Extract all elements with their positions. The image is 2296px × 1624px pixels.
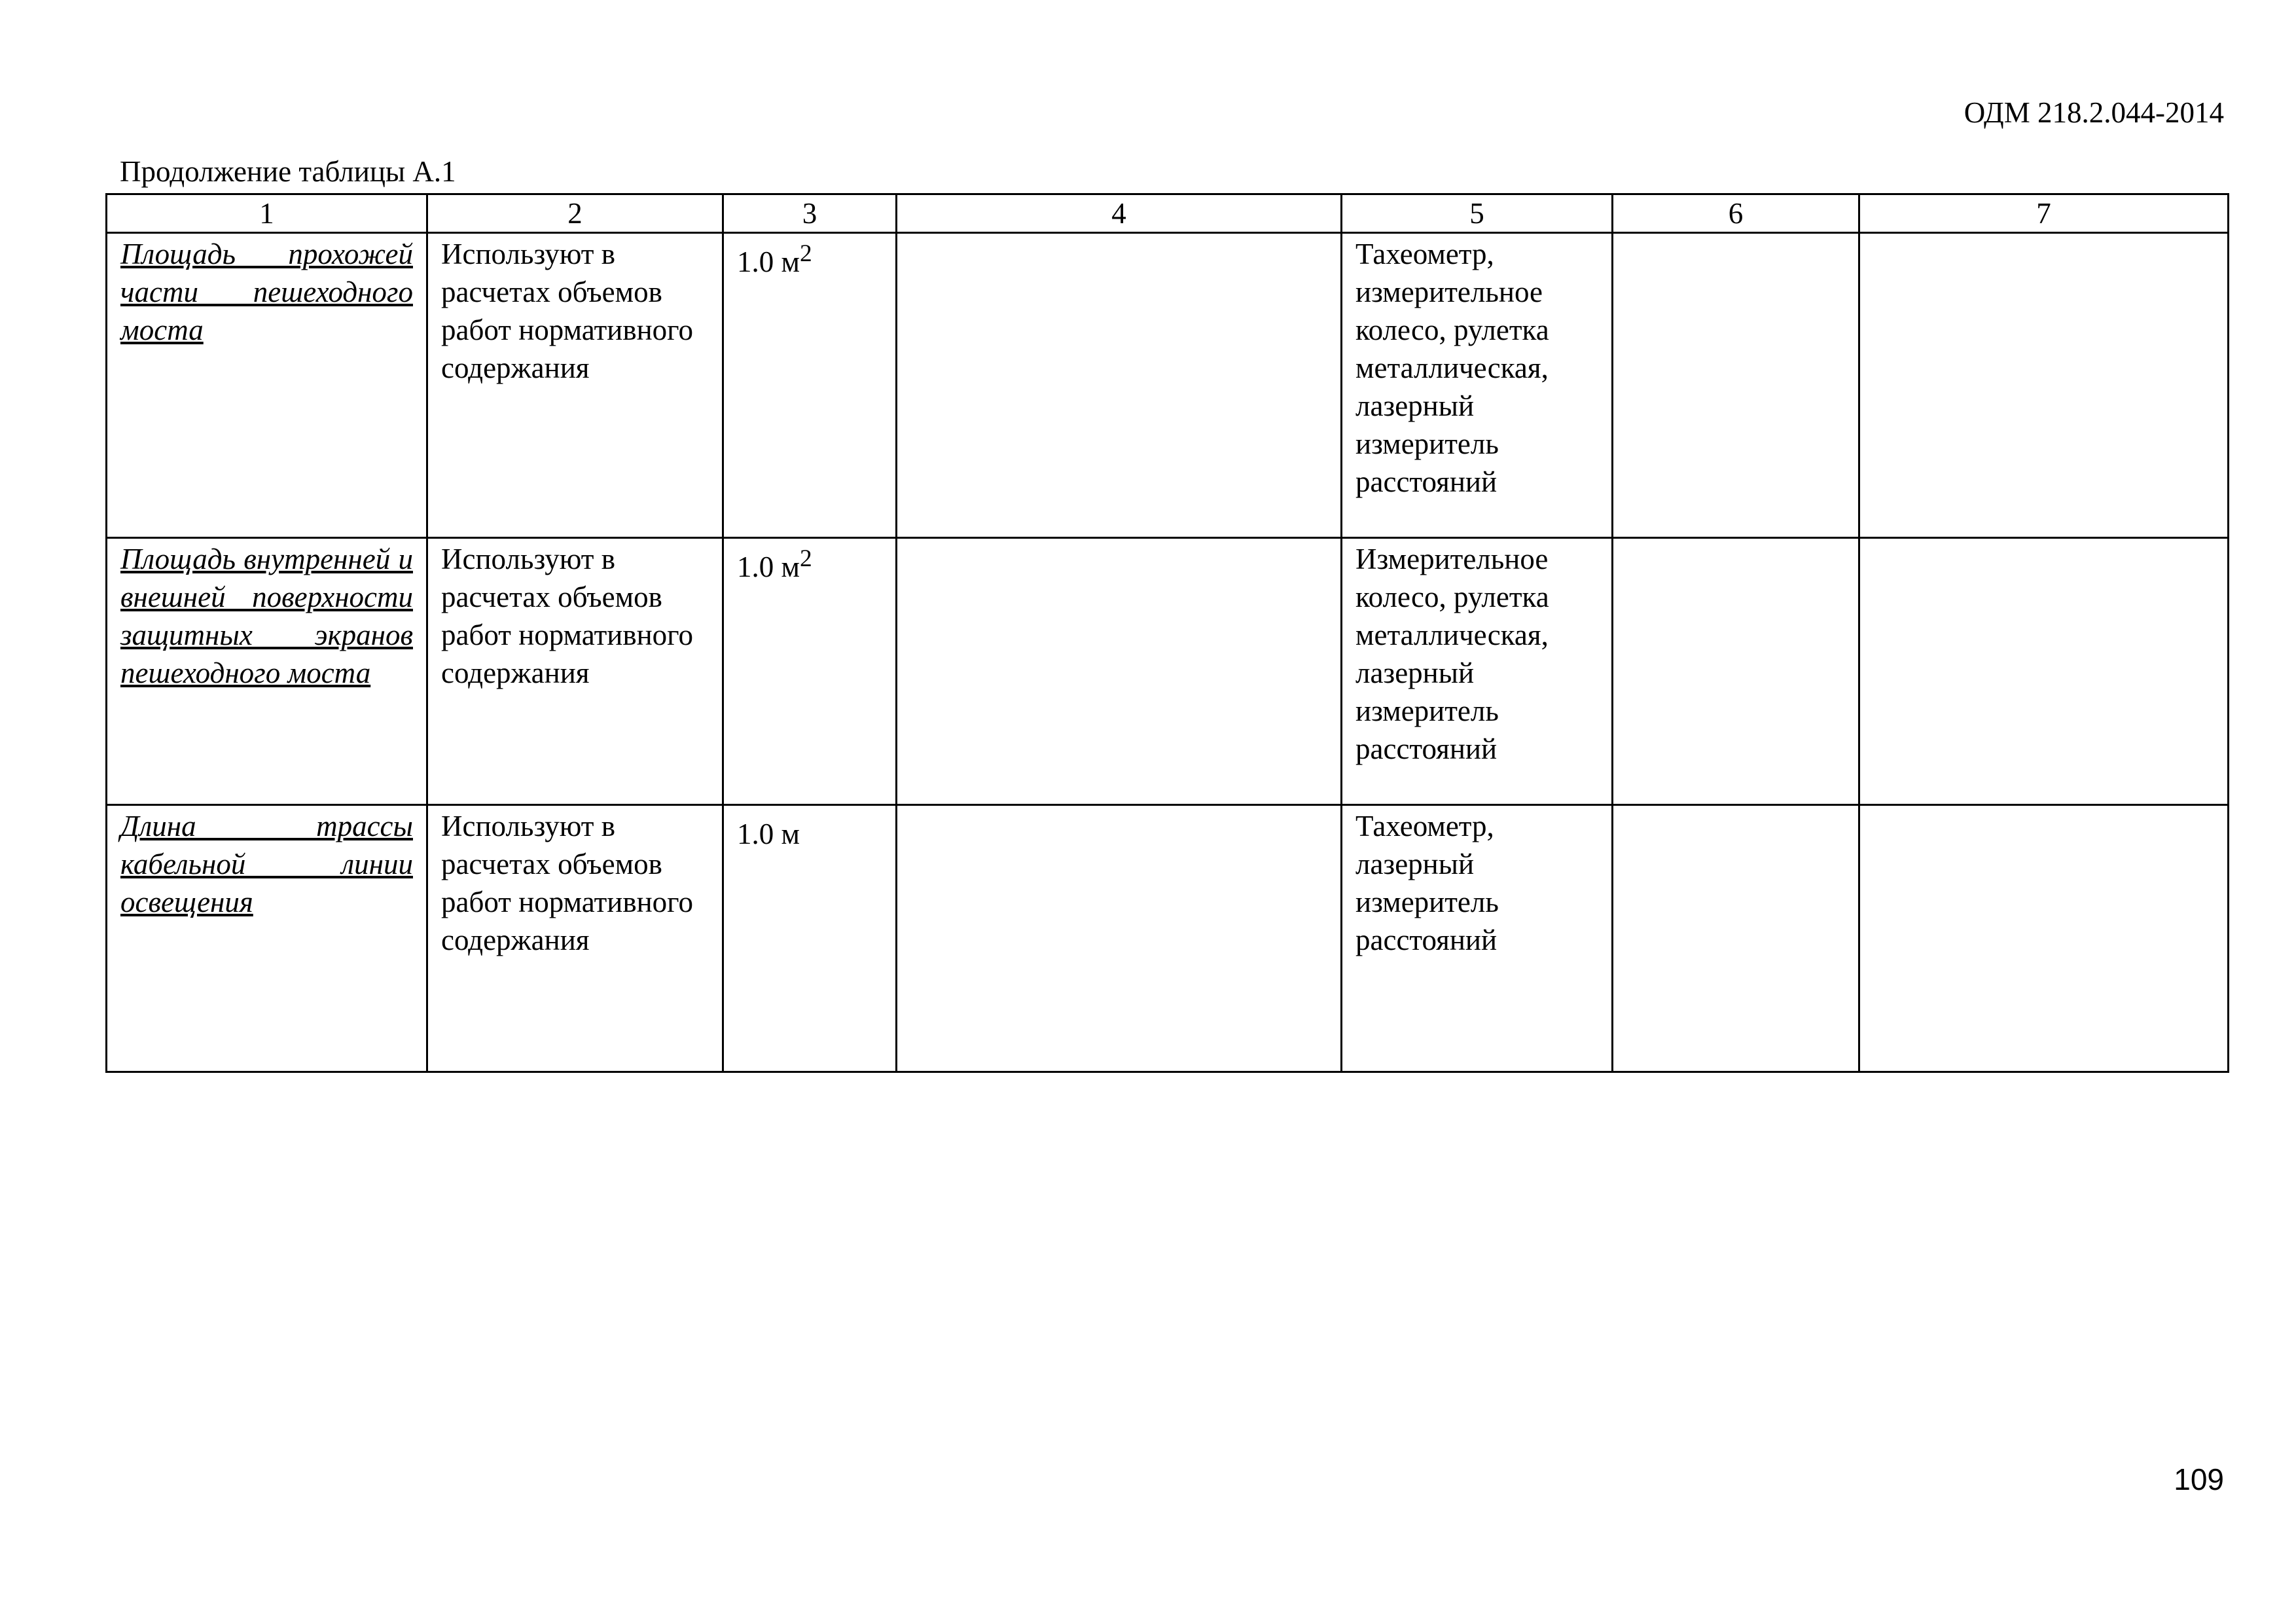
table-row xyxy=(107,538,2229,805)
unit-value: 1.0 м xyxy=(737,245,800,278)
document-code: ОДМ 218.2.044-2014 xyxy=(1964,96,2224,129)
column-header-7: 7 xyxy=(1859,194,2229,233)
table-row xyxy=(107,805,2229,1072)
column-header-2: 2 xyxy=(427,194,723,233)
column-7-cell xyxy=(1859,538,2229,805)
column-7-text xyxy=(1860,234,2227,235)
parameter-name-cell xyxy=(107,233,427,538)
column-header-4: 4 xyxy=(897,194,1342,233)
unit-cell xyxy=(723,233,897,538)
usage-cell xyxy=(427,233,723,538)
tools-cell xyxy=(1342,233,1613,538)
column-header-6: 6 xyxy=(1613,194,1859,233)
parameter-name-cell xyxy=(107,538,427,805)
unit-value: 1.0 м xyxy=(737,818,800,850)
column-6-text xyxy=(1613,539,1858,540)
parameter-name: Площадь прохожей части пешеходного моста xyxy=(120,238,413,346)
table-header-row xyxy=(107,194,2229,233)
data-table xyxy=(105,193,2229,1073)
parameter-name-cell xyxy=(107,805,427,1072)
tools-text: Измерительное колесо, рулетка металлическая, лазерный измеритель расстояний xyxy=(1355,543,1549,765)
usage-cell xyxy=(427,538,723,805)
usage-cell xyxy=(427,805,723,1072)
column-4-text xyxy=(897,234,1340,235)
unit xyxy=(724,234,895,281)
usage-text: Используют в расчетах объемов работ нормативного содержания xyxy=(441,810,693,956)
parameter-name: Площадь внутренней и внешней поверхности защитных экранов пешеходного моста xyxy=(120,543,413,689)
column-6-cell xyxy=(1613,805,1859,1072)
unit-exponent: 2 xyxy=(799,240,812,267)
column-7-text xyxy=(1860,806,2227,807)
usage-text: Используют в расчетах объемов работ нормативного содержания xyxy=(441,543,693,689)
column-7-cell xyxy=(1859,805,2229,1072)
tools-cell xyxy=(1342,805,1613,1072)
page-number: 109 xyxy=(2174,1462,2224,1496)
column-header-3: 3 xyxy=(723,194,897,233)
column-header-5: 5 xyxy=(1342,194,1613,233)
tools-text: Тахеометр, лазерный измеритель расстояний xyxy=(1355,810,1499,956)
unit xyxy=(724,539,895,586)
tools-text: Тахеометр, измерительное колесо, рулетка металлическая, лазерный измеритель расстояний xyxy=(1355,238,1549,498)
table-caption: Продолжение таблицы А.1 xyxy=(120,155,456,188)
column-6-cell xyxy=(1613,233,1859,538)
column-7-cell xyxy=(1859,233,2229,538)
column-4-cell xyxy=(897,233,1342,538)
column-4-cell xyxy=(897,538,1342,805)
table-row xyxy=(107,233,2229,538)
unit-cell xyxy=(723,805,897,1072)
column-header-1: 1 xyxy=(107,194,427,233)
column-4-cell xyxy=(897,805,1342,1072)
usage-text: Используют в расчетах объемов работ нормативного содержания xyxy=(441,238,693,384)
column-7-text xyxy=(1860,539,2227,540)
column-4-text xyxy=(897,539,1340,540)
column-4-text xyxy=(897,806,1340,807)
unit-exponent: 2 xyxy=(799,545,812,572)
unit xyxy=(724,806,895,853)
unit-cell xyxy=(723,538,897,805)
tools-cell xyxy=(1342,538,1613,805)
column-6-cell xyxy=(1613,538,1859,805)
column-6-text xyxy=(1613,234,1858,235)
parameter-name: Длина трассы кабельной линии освещения xyxy=(120,810,413,918)
unit-value: 1.0 м xyxy=(737,550,800,583)
column-6-text xyxy=(1613,806,1858,807)
